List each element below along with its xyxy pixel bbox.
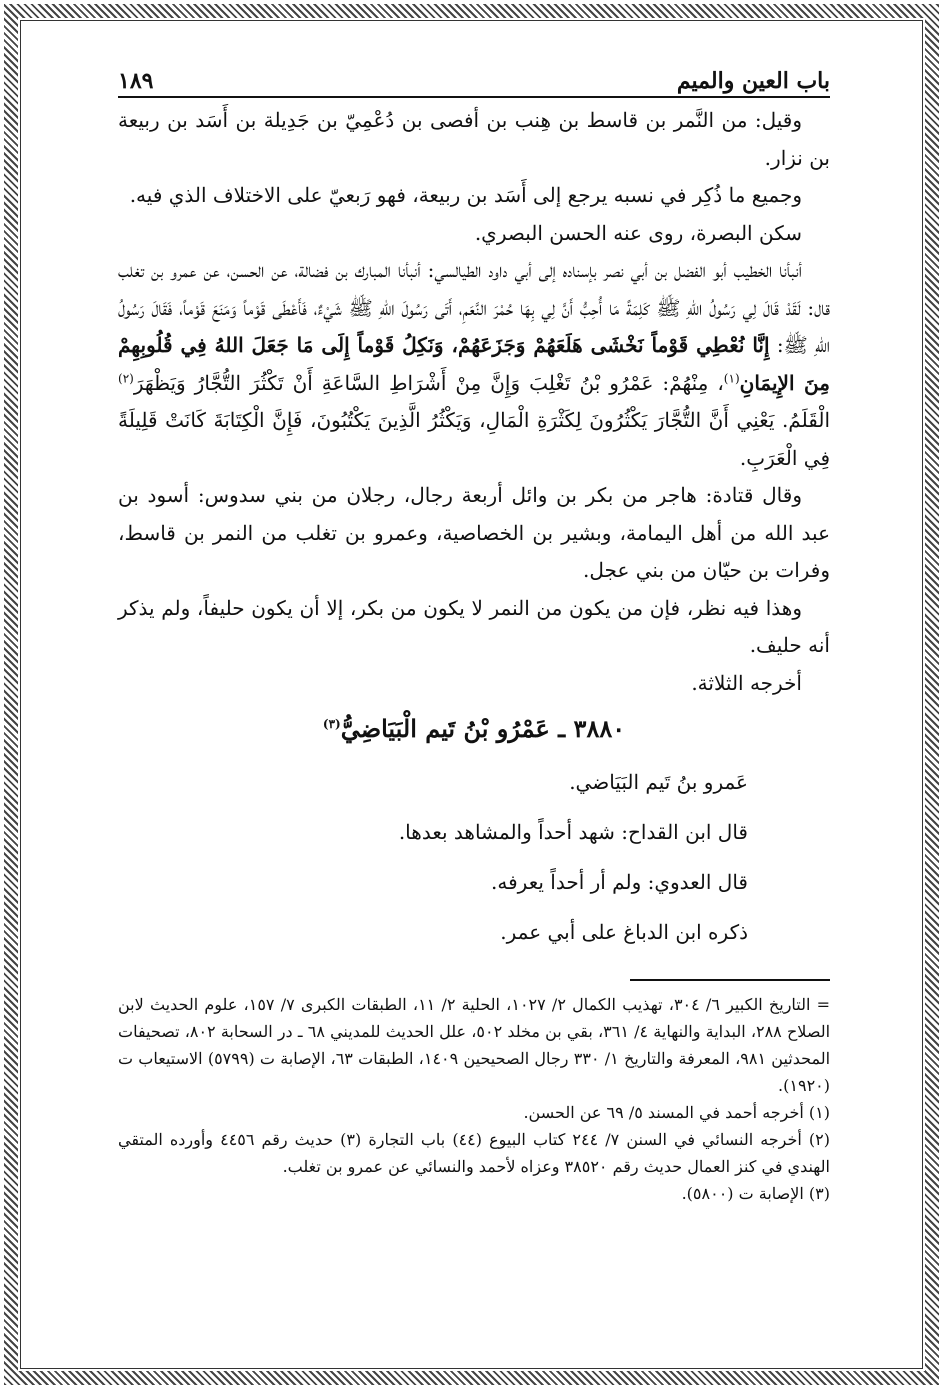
footnote-ref-1: (١) bbox=[723, 370, 740, 385]
paragraph-hadith bbox=[118, 252, 830, 477]
page-content bbox=[118, 58, 830, 1328]
entry-body bbox=[118, 757, 830, 957]
paragraph-takhrij: أخرجه الثلاثة. bbox=[691, 670, 802, 695]
footnote-ref-2: (٢) bbox=[118, 370, 134, 385]
paragraph-lineage-summary: وجميع ما ذُكِر في نسبه يرجع إلى أَسَد بن ربيعة، فهو رَبعيّ على الاختلاف الذي فيه. bbox=[129, 183, 802, 207]
entry-title: ٣٨٨٠ ـ عَمْرُو بْنُ تَيم الْبَيَاضِيُّ bbox=[340, 714, 626, 743]
footnote-3: (٣) الإصابة ت (٥٨٠٠). bbox=[681, 1184, 830, 1203]
entry-line: قال العدوي: ولم أر أحداً يعرفه. bbox=[491, 870, 748, 894]
footnotes bbox=[118, 991, 830, 1207]
entry-line: قال ابن القداح: شهد أحداً والمشاهد بعدها. bbox=[398, 820, 748, 844]
paragraph-critique: وهذا فيه نظر، فإن من يكون من النمر لا يكون من بكر، إلا أن يكون حليفاً، ولم يذكر أنه حليف. bbox=[118, 595, 830, 657]
paragraph-lineage: وقيل: من النَّمر بن قاسط بن هِنب بن أفصى بن دُعْمِيّ بن جَدِيلة بن أَسَد بن ربيعة بن نزار. bbox=[118, 108, 830, 170]
paragraph-qatada: وقال قتادة: هاجر من بكر بن وائل أربعة رجال، رجلان من بني سدوس: أسود بن عبد الله من أهل اليمامة، وبشير بن الخصاصية، وعمرو بن تغلب من النمر بن قاسط، وفرات بن حيّان من بني عجل. bbox=[118, 483, 830, 582]
hadith-isnad: أنبأنا الخطيب أبو الفضل بن أبي نصر بإسناده إلى أبي داود الطيالسي: أنبأنا المبارك بن فضالة، عن الحسن، عن عمرو بن تغلب قال: لَقَدْ قَالَ لِي رَسُولُ اللهِ ﷺ كَلِمَةً مَا أُحِبُّ أَنَّ لِي بِهَا حُمْرَ النَّعَمِ، أَتَى رَسُولَ اللهِ ﷺ شَيْءٌ، فَأَعْطَى قَوْماً وَمَنَعَ قَوْماً، فَقَالَ رَسُولُ اللهِ ﷺ: bbox=[118, 258, 831, 357]
hadith-continuation: ، مِنْهُمْ: عَمْرُو بْنُ تَغْلِبَ وَإِنَّ مِنْ أَشْرَاطِ السَّاعَةِ أَنْ تَكْثُرَ التُّجَّارُ وَيَظْهَرَ bbox=[133, 370, 724, 395]
footnote-2: (٢) أخرجه النسائي في السنن ٧/ ٢٤٤ كتاب البيوع (٤٤) باب التجارة (٣) حديث رقم ٤٤٥٦ وأورده المتقي الهندي في كنز العمال حديث رقم ٣٨٥٢٠ وعزاه لأحمد والنسائي عن عمرو بن تغلب. bbox=[118, 1130, 831, 1176]
hadith-ending: الْقَلَمُ. يَعْنِي أَنَّ التُّجَّارَ يَكْثُرُونَ لِكَثْرَةِ الْمَالِ، وَيَكْثُرُ الَّذِينَ يَكْتُبُونَ، فَإِنَّ الْكِتَابَةَ كَانَتْ قَلِيلَةً فِي الْعَرَبِ. bbox=[118, 408, 830, 470]
footnote-continued: = التاريخ الكبير ٦/ ٣٠٤، تهذيب الكمال ٢/ ١٠٢٧، الحلية ٢/ ١١، الطبقات الكبرى ٧/ ١٥٧، علوم الحديث لابن الصلاح ٢٨٨، البداية والنهاية ٤/ ٣٦١، بقي بن مخلد ٥٠٢، علل الحديث للمديني ٦٨ ـ در السحابة ٨٠٢، تصحيفات المحدثين ٩٨١، المعرفة والتاريخ ١/ ٣٣٠ رجال الصحيحين ١٤٠٩، الطبقات ٦٣، الإصابة ت (٥٧٩٩) الاستيعاب ت (١٩٢٠). bbox=[118, 995, 831, 1095]
paragraph-residence: سكن البصرة، روى عنه الحسن البصري. bbox=[474, 220, 802, 245]
header-title: باب العين والميم bbox=[676, 68, 830, 94]
footnote-separator bbox=[630, 979, 830, 981]
entry-line: ذكره ابن الدباغ على أبي عمر. bbox=[500, 920, 748, 944]
entry-line: عَمرو بنُ تَيم البَيَاضي. bbox=[569, 770, 748, 794]
footnote-ref-3: (٣) bbox=[322, 717, 341, 731]
footnote-1: (١) أخرجه أحمد في المسند ٥/ ٦٩ عن الحسن. bbox=[523, 1103, 830, 1122]
hadith-quote: إِنَّا نُعْطِي قَوْماً نَخْشَى هَلَعَهُمْ وَجَزَعَهُمْ، وَنَكِلُ قَوْماً إِلَى مَا جَعَلَ اللهُ فِي قُلُوبِهِمْ مِنَ الإِيمَانِ bbox=[118, 333, 830, 395]
main-text bbox=[118, 102, 830, 702]
page-number: ١٨٩ bbox=[118, 68, 154, 94]
entry-heading bbox=[118, 714, 830, 743]
running-header bbox=[118, 58, 830, 98]
